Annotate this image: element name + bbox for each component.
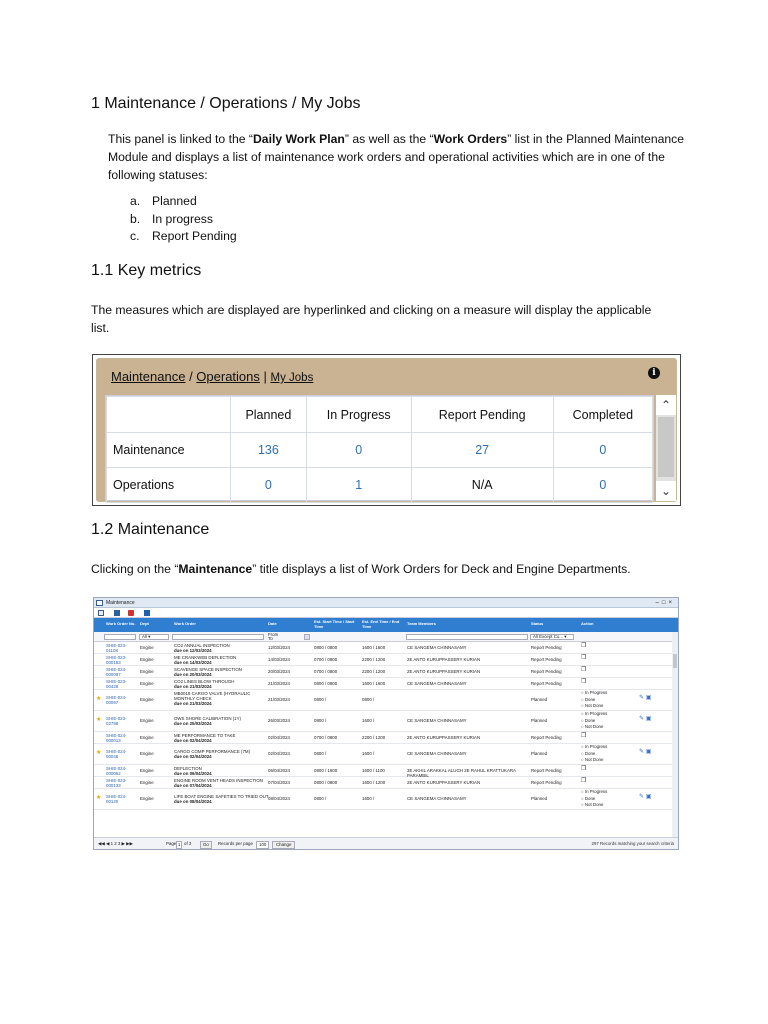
table-row[interactable] xyxy=(94,732,678,744)
intro-line-3: following statuses: xyxy=(108,168,208,182)
dept-cell: Engine xyxy=(140,718,154,723)
work-order-link[interactable]: SHIE-024-000087 xyxy=(106,667,127,677)
dept-cell: Engine xyxy=(140,751,154,756)
report-icon[interactable]: ❐ xyxy=(581,667,587,673)
filter-dept-select[interactable]: All ▾ xyxy=(139,634,169,640)
edit-icon[interactable]: ✎ ▣ xyxy=(639,749,652,755)
team-cell: CE SANGEMA CHINNASAMY xyxy=(407,645,467,650)
filter-date-from[interactable]: From To xyxy=(268,632,279,641)
star-icon: ★ xyxy=(96,795,102,801)
action-radio[interactable]: ○ Done xyxy=(581,750,596,756)
end-time-cell: 1600 / 1600 xyxy=(362,645,386,650)
report-icon[interactable]: ❐ xyxy=(581,778,587,784)
work-order-title: MB0019 CARGO VALVE (HYDRAULIC xyxy=(174,691,251,696)
team-cell: 3E AKHIL ARAKKAL ALUGH 2E RAHUL KRATTUKARA PARAMBIL xyxy=(407,768,516,778)
header-status[interactable]: Status xyxy=(531,621,544,626)
key-metrics-text: The measures which are displayed are hyperlinked and clicking on a measure will display the applicable list. xyxy=(91,303,652,335)
work-orders-window xyxy=(93,597,679,850)
work-order-link[interactable]: SHIE-024-00120 xyxy=(106,794,127,804)
work-order-link[interactable]: SHIE-023-000133 xyxy=(106,778,127,788)
section-title: 1 Maintenance / Operations / My Jobs xyxy=(91,95,361,112)
dept-cell: Engine xyxy=(140,735,154,740)
header-work-order[interactable]: Work Order xyxy=(174,621,196,626)
due-date: due on 02/04/2024 xyxy=(174,738,212,743)
info-icon[interactable]: i xyxy=(648,367,660,379)
status-cell: Planned xyxy=(531,796,548,801)
report-icon[interactable]: ❐ xyxy=(581,655,587,661)
status-item: c. Report Pending xyxy=(130,229,237,243)
date-cell: 12/03/2024 xyxy=(268,645,290,650)
window-titlebar xyxy=(94,598,678,608)
back-icon[interactable] xyxy=(98,610,104,616)
work-order-title: ME CRANKWEB DEFLECTION xyxy=(174,655,237,660)
grid-scrollbar[interactable] xyxy=(672,632,678,837)
dept-cell: Engine xyxy=(140,697,154,702)
status-cell: Report Pending xyxy=(531,669,562,674)
end-time-cell: 2200 / 1200 xyxy=(362,657,386,662)
date-cell: 08/04/2024 xyxy=(268,796,290,801)
table-row[interactable] xyxy=(94,777,678,789)
date-cell: 07/04/2024 xyxy=(268,780,290,785)
team-cell: CE SANGEMA CHINNASAMY xyxy=(407,796,467,801)
end-time-cell: 1600 / 1100 xyxy=(362,768,385,773)
operations-planned-link[interactable]: 0 xyxy=(231,468,307,503)
action-radio[interactable]: ○ Not Done xyxy=(581,802,604,807)
due-date: due on 06/04/2024 xyxy=(174,771,212,776)
start-time-cell: 0800 / 0800 xyxy=(314,780,338,785)
grid-scroll-thumb[interactable] xyxy=(673,654,677,668)
window-controls-icon[interactable]: –□× xyxy=(655,600,675,606)
status-cell: Report Pending xyxy=(531,768,562,773)
work-order-link[interactable]: SHIE-023-02798 xyxy=(106,716,127,726)
link-operations[interactable]: Operations xyxy=(196,369,260,384)
pager-page-label: Page xyxy=(166,841,177,846)
dept-cell: Engine xyxy=(140,681,154,686)
team-cell: 2E ANTO KURUPPASSERY KURIAN xyxy=(407,657,481,662)
metrics-panel-figure xyxy=(92,354,681,506)
date-cell: 06/04/2024 xyxy=(268,768,290,773)
window-title: Maintenance xyxy=(106,600,135,606)
corner-cell xyxy=(107,397,231,433)
status-item: a. Planned xyxy=(130,194,197,208)
start-time-cell: 0700 / 0800 xyxy=(314,657,338,662)
team-cell: 2E ANTO KURUPPASSERY KURIAN xyxy=(407,669,481,674)
team-cell: CE SANGEMA CHINNASAMY xyxy=(407,681,467,686)
status-cell: Report Pending xyxy=(531,735,562,740)
work-order-title: CO2 ANNUAL INSPECTION xyxy=(174,643,230,648)
start-time-cell: 0800 / xyxy=(314,751,327,756)
key-metrics-heading: 1.1 Key metrics xyxy=(91,262,202,279)
action-radio[interactable]: ○ Done xyxy=(581,717,596,723)
col-report-pending: Report Pending xyxy=(411,397,553,433)
end-time-cell: 1600 / xyxy=(362,796,375,801)
work-order-link[interactable]: SHIE-024-000062 xyxy=(106,766,127,776)
action-radio[interactable]: ○ In Progress xyxy=(581,744,608,749)
scroll-down-icon[interactable]: ⌄ xyxy=(656,481,676,501)
filter-work-order-input[interactable] xyxy=(172,634,264,640)
end-time-cell: 1600 / 1200 xyxy=(362,780,386,785)
link-maintenance[interactable]: Maintenance xyxy=(111,369,186,384)
grid-pager xyxy=(94,837,678,849)
pager-rpp-label: Records per page xyxy=(218,841,253,846)
grid-filter-row xyxy=(94,632,678,642)
panel-scrollbar[interactable] xyxy=(656,395,676,501)
intro-line-2: Module and displays a list of maintenance work orders and operational activities which are in one of the xyxy=(108,150,665,164)
due-date: due on 14/03/2024 xyxy=(174,660,212,665)
due-date: due on 20/03/2024 xyxy=(174,672,212,677)
work-order-title: LIFE BOAT ENGINE SAFETIES TO TRIED OUT xyxy=(174,794,269,799)
date-cell: 21/03/2024 xyxy=(268,681,290,686)
pager-change-button[interactable]: Change xyxy=(272,841,295,849)
filter-clear-icon[interactable] xyxy=(128,610,134,616)
start-time-cell: 0800 / 0800 xyxy=(314,681,338,686)
star-icon: ★ xyxy=(96,717,102,723)
dept-cell: Engine xyxy=(140,768,154,773)
end-time-cell: 0800 / xyxy=(362,697,375,702)
end-time-cell: 1600 / 1600 xyxy=(362,681,386,686)
due-date: due on 21/03/2024 xyxy=(174,684,212,689)
work-order-title: CARGO COMP PERFORMANCE (7M) xyxy=(174,749,251,754)
dept-cell: Engine xyxy=(140,645,154,650)
action-radio[interactable]: ○ Not Done xyxy=(581,703,604,708)
work-order-link[interactable]: SHIE-024-000013 xyxy=(106,733,127,743)
work-order-link[interactable]: SHIE-023-000163 xyxy=(106,655,127,665)
operations-in-progress-link[interactable]: 1 xyxy=(306,468,411,503)
team-cell: CE SANGEMA CHINNASAMY xyxy=(407,718,467,723)
pager-page-input[interactable]: 1 xyxy=(178,842,181,847)
start-time-cell: 0800 / xyxy=(314,796,327,801)
team-cell: 2E ANTO KURUPPASSERY KURIAN xyxy=(407,780,481,785)
header-wo-no[interactable]: Work Order No. xyxy=(106,621,136,626)
work-order-title: DEFLECTION xyxy=(174,766,202,771)
table-row[interactable] xyxy=(94,678,678,690)
status-cell: Planned xyxy=(531,751,548,756)
action-radio[interactable]: ○ Done xyxy=(581,696,596,702)
date-cell: 20/03/2024 xyxy=(268,669,290,674)
grid-header xyxy=(94,618,678,632)
records-count: 297 Records matching your search criteria xyxy=(591,841,674,846)
filter-status-select[interactable]: All Except Co... ▾ xyxy=(530,634,574,640)
status-cell: Report Pending xyxy=(531,780,562,785)
work-order-link[interactable]: SHIE-023-01108 xyxy=(106,643,127,653)
print-icon[interactable] xyxy=(114,610,120,616)
table-row[interactable] xyxy=(94,666,678,678)
work-order-title-2: MONTHLY CHECK xyxy=(174,696,212,701)
report-icon[interactable]: ❐ xyxy=(581,679,587,685)
operations-completed-link[interactable]: 0 xyxy=(553,468,652,503)
status-cell: Report Pending xyxy=(531,657,562,662)
metrics-table-wrap xyxy=(105,395,654,501)
work-order-title: CO2 LINES BLOW THROUGH xyxy=(174,679,235,684)
start-time-cell: 0800 / xyxy=(314,697,327,702)
work-order-title: ENGINE ROOM VENT HEADS INSPECTION xyxy=(174,778,263,783)
col-completed: Completed xyxy=(553,397,652,433)
col-planned: Planned xyxy=(231,397,307,433)
header-dept[interactable]: Dept xyxy=(140,621,149,626)
pager-rpp-input[interactable]: 100 xyxy=(256,841,269,849)
operations-report-pending-value: N/A xyxy=(411,468,553,503)
status-cell: Planned xyxy=(531,697,548,702)
table-row[interactable] xyxy=(94,711,678,732)
action-radio[interactable]: ○ Done xyxy=(581,795,596,801)
filter-wo-input[interactable] xyxy=(104,634,136,640)
due-date: due on 25/03/2024 xyxy=(174,721,212,726)
table-row[interactable] xyxy=(94,690,678,711)
calendar-icon[interactable] xyxy=(304,634,310,640)
date-cell: 02/04/2024 xyxy=(268,735,290,740)
scroll-thumb[interactable] xyxy=(658,417,674,477)
maintenance-planned-link[interactable]: 136 xyxy=(231,433,307,468)
maintenance-text: Clicking on the “Maintenance” title displays a list of Work Orders for Deck and Engine Departments. xyxy=(91,562,631,576)
row-label-operations: Operations xyxy=(107,468,231,503)
metrics-table xyxy=(106,396,653,503)
table-row[interactable] xyxy=(94,765,678,777)
link-my-jobs[interactable]: My Jobs xyxy=(270,372,314,384)
header-team[interactable]: Team Members xyxy=(407,621,436,626)
intro-line-1: This panel is linked to the “Daily Work Plan” as well as the “Work Orders” list in the Planned Maintenance xyxy=(108,132,685,146)
pager-of: of 3 xyxy=(184,841,192,846)
status-cell: Planned xyxy=(531,718,548,723)
maintenance-report-pending-link[interactable]: 27 xyxy=(411,433,553,468)
edit-icon[interactable]: ✎ ▣ xyxy=(639,716,652,722)
status-cell: Report Pending xyxy=(531,681,562,686)
report-icon[interactable]: ❐ xyxy=(581,643,587,649)
grid-rows xyxy=(94,642,678,810)
work-order-title: OWS SHORE CALIBRATION (1Y) xyxy=(174,716,242,721)
panel-breadcrumb: Maintenance / Operations | My Jobs xyxy=(111,369,314,384)
pager-nav-icons[interactable]: ◀◀ ◀ 1 2 3 ▶ ▶▶ xyxy=(98,841,133,846)
report-icon[interactable]: ❐ xyxy=(581,766,587,772)
date-cell: 21/03/2024 xyxy=(268,697,290,702)
metrics-panel xyxy=(96,358,677,502)
edit-icon[interactable]: ✎ ▣ xyxy=(639,794,652,800)
end-time-cell: 2200 / 1200 xyxy=(362,669,386,674)
export-icon[interactable] xyxy=(144,610,150,616)
action-radio[interactable]: ○ Not Done xyxy=(581,757,604,762)
team-cell: 2E ANTO KURUPPASSERY KURIAN xyxy=(407,735,481,740)
dept-cell: Engine xyxy=(140,657,154,662)
work-order-title: ME PERFORMANCE TO TAKE xyxy=(174,733,236,738)
date-cell: 02/04/2024 xyxy=(268,751,290,756)
dept-cell: Engine xyxy=(140,796,154,801)
header-date[interactable]: Date xyxy=(268,621,277,626)
header-start-time[interactable]: Est. Start Time / Start Time xyxy=(314,619,355,629)
team-cell: CE SANGEMA CHINNASAMY xyxy=(407,751,467,756)
status-cell: Report Pending xyxy=(531,645,562,650)
action-radio[interactable]: ○ In Progress xyxy=(581,711,608,716)
maintenance-heading: 1.2 Maintenance xyxy=(91,521,210,538)
pager-go-button[interactable]: Go xyxy=(200,841,212,849)
work-order-link[interactable]: SHIE-024-00048 xyxy=(106,749,127,759)
end-time-cell: 1600 / xyxy=(362,751,375,756)
table-row[interactable] xyxy=(94,654,678,666)
grid-toolbar xyxy=(94,608,678,618)
action-radio[interactable]: ○ In Progress xyxy=(581,789,608,794)
work-order-link[interactable]: SHIE-023-00428 xyxy=(106,679,127,689)
star-icon: ★ xyxy=(96,696,102,702)
work-order-link[interactable]: SHIE-024-00097 xyxy=(106,695,127,705)
due-date: due on 07/04/2024 xyxy=(174,783,212,788)
start-time-cell: 0800 / 0800 xyxy=(314,645,338,650)
end-time-cell: 1600 / xyxy=(362,718,375,723)
start-time-cell: 0800 / xyxy=(314,718,327,723)
report-icon[interactable]: ❐ xyxy=(581,733,587,739)
due-date: due on 02/04/2024 xyxy=(174,754,212,759)
action-radio[interactable]: ○ In Progress xyxy=(581,690,608,695)
date-cell: 14/03/2024 xyxy=(268,657,290,662)
start-time-cell: 0700 / 0800 xyxy=(314,735,338,740)
table-row[interactable] xyxy=(94,642,678,654)
maintenance-in-progress-link[interactable]: 0 xyxy=(306,433,411,468)
intro-paragraph xyxy=(108,130,708,184)
table-row[interactable] xyxy=(94,789,678,810)
table-row[interactable] xyxy=(94,744,678,765)
status-item: b. In progress xyxy=(130,211,213,226)
work-order-title: SCAVENGE SPACE INSPECTION xyxy=(174,667,242,672)
header-action: Action xyxy=(581,621,594,626)
date-cell: 26/03/2024 xyxy=(268,718,290,723)
status-list xyxy=(130,193,237,246)
edit-icon[interactable]: ✎ ▣ xyxy=(639,695,652,701)
dept-cell: Engine xyxy=(140,780,154,785)
end-time-cell: 2200 / 1200 xyxy=(362,735,386,740)
col-in-progress: In Progress xyxy=(306,397,411,433)
window-icon xyxy=(96,600,103,606)
start-time-cell: 0800 / 1600 xyxy=(314,768,338,773)
due-date: due on 12/03/2024 xyxy=(174,648,212,653)
maintenance-completed-link[interactable]: 0 xyxy=(553,433,652,468)
scroll-up-icon[interactable]: ⌃ xyxy=(656,395,676,415)
header-end-time[interactable]: Est. End Time / End Time xyxy=(362,619,400,629)
row-label-maintenance: Maintenance xyxy=(107,433,231,468)
due-date: due on 21/03/2024 xyxy=(174,701,212,706)
star-icon: ★ xyxy=(96,750,102,756)
dept-cell: Engine xyxy=(140,669,154,674)
due-date: due on 08/04/2024 xyxy=(174,799,212,804)
start-time-cell: 0700 / 0800 xyxy=(314,669,338,674)
filter-team-input[interactable] xyxy=(406,634,528,640)
action-radio[interactable]: ○ Not Done xyxy=(581,724,604,729)
